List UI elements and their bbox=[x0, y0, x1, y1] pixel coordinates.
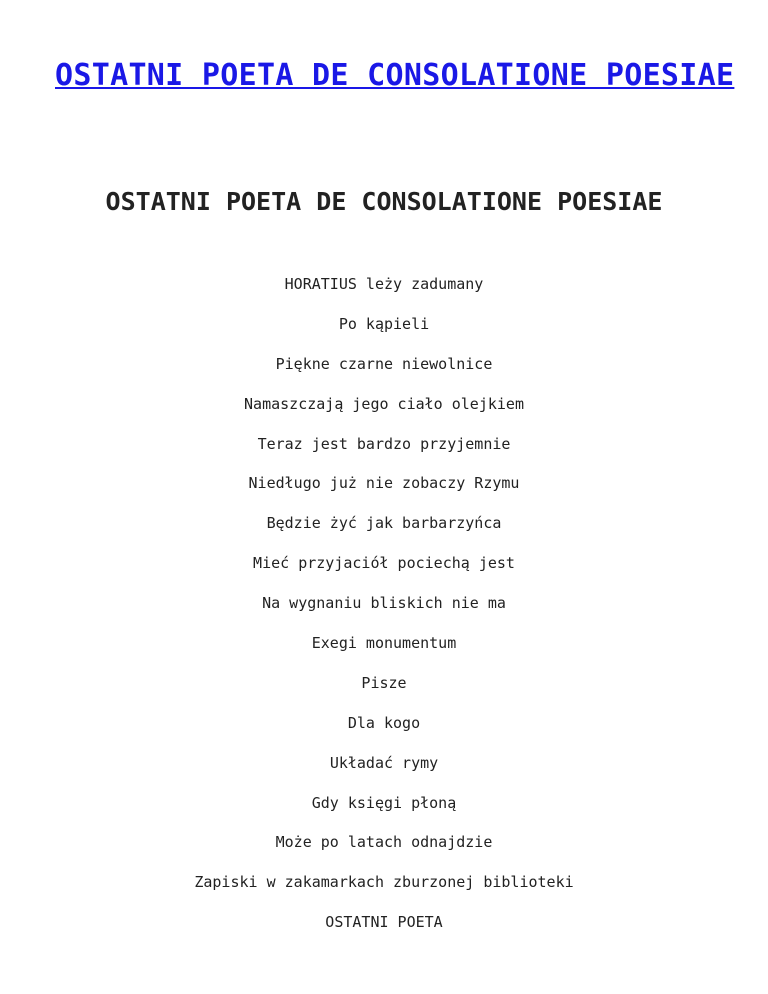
poem-verse: Pisze bbox=[361, 673, 407, 692]
poem-verse: Teraz jest bardzo przyjemnie bbox=[257, 434, 511, 453]
poem-verse: Niedługo już nie zobaczy Rzymu bbox=[248, 474, 520, 493]
poem-verse: OSTATNI POETA bbox=[325, 913, 443, 932]
poem-verse: Po kąpieli bbox=[338, 314, 430, 333]
poem-title: OSTATNI POETA DE CONSOLATIONE POESIAE bbox=[105, 187, 663, 216]
poem-verse: Na wygnaniu bliskich nie ma bbox=[262, 594, 506, 613]
poem-verse: Dla kogo bbox=[347, 713, 421, 732]
poem-verse: Układać rymy bbox=[329, 753, 439, 772]
poem-verse: Gdy księgi płoną bbox=[311, 793, 457, 812]
poem-verse: Zapiski w zakamarkach zburzonej biblioteki bbox=[194, 873, 574, 892]
poem-verse: Będzie żyć jak barbarzyńca bbox=[266, 514, 502, 533]
poem-verse: Namaszczają jego ciało olejkiem bbox=[244, 394, 524, 413]
poem-verses bbox=[0, 272, 768, 950]
poem-verse: Mieć przyjaciół pociechą jest bbox=[253, 554, 515, 573]
poem-verse: Może po latach odnajdzie bbox=[275, 833, 493, 852]
poem-verse: HORATIUS leży zadumany bbox=[284, 275, 484, 293]
title-link[interactable]: OSTATNI POETA DE CONSOLATIONE POESIAE bbox=[55, 58, 735, 93]
poem-verse: Piękne czarne niewolnice bbox=[275, 354, 493, 373]
poem-verse: Exegi monumentum bbox=[311, 634, 457, 653]
